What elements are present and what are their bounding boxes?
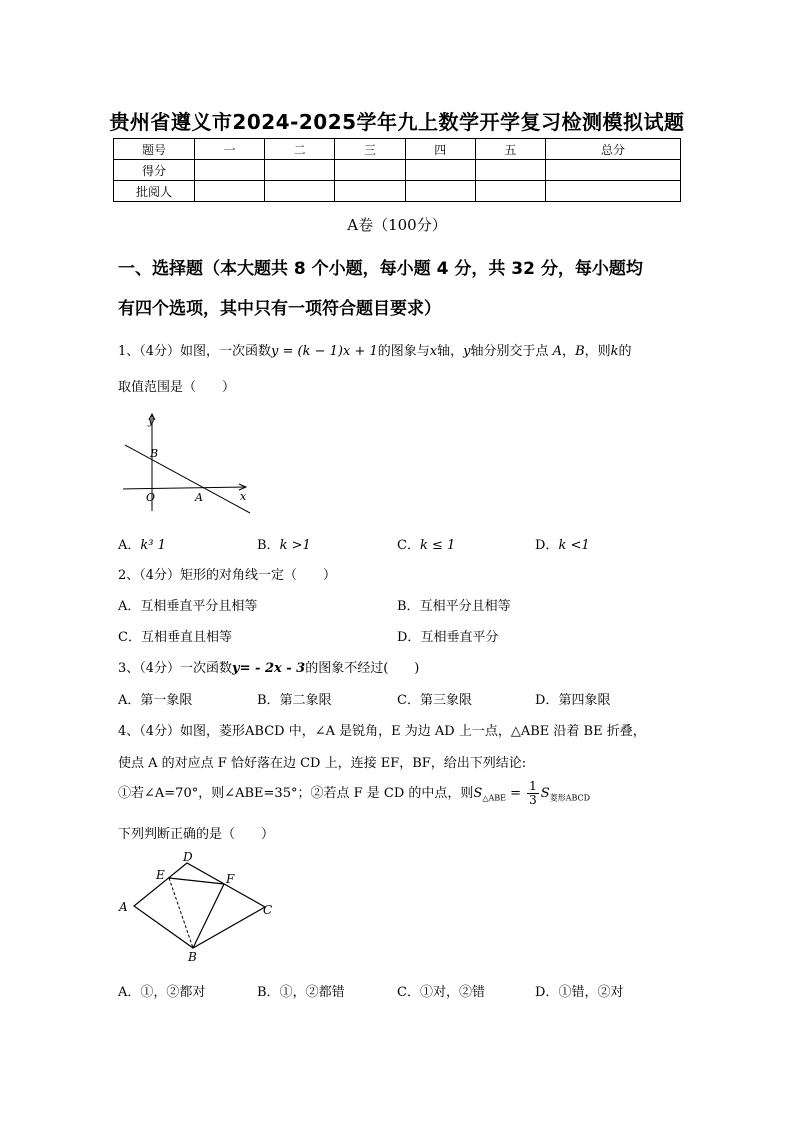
q2-stem: 2、（4分）矩形的对角线一定（ ） — [118, 568, 337, 583]
q4-option-d[interactable] — [535, 981, 623, 1000]
score-cell — [546, 181, 681, 202]
option-label: B． — [257, 985, 280, 1000]
score-header-cell: 二 — [265, 139, 335, 160]
q4-stem-line4: 下列判断正确的是（ ） — [118, 827, 275, 842]
q1-point-a: A — [552, 344, 563, 359]
part1-heading-line2: 有四个选项，其中只有一项符合题目要求） — [118, 299, 441, 319]
score-header-cell: 题号 — [114, 139, 195, 160]
q2-option-c[interactable] — [118, 626, 232, 645]
q1-graph-line — [125, 445, 250, 513]
score-cell — [335, 181, 405, 202]
score-cell — [195, 181, 265, 202]
q4-figure — [115, 848, 285, 968]
q4-label-b: B — [188, 950, 197, 964]
q4-stem-line1: 4、（4分）如图，菱形ABCD 中，∠A 是锐角，E 为边 AD 上一点，△ABE 沿着 BE 折叠， — [118, 724, 646, 739]
q1-x: x — [429, 344, 438, 359]
option-text: 第一象限 — [140, 693, 193, 708]
q1-option-a[interactable] — [118, 534, 166, 553]
option-label: A． — [118, 538, 141, 553]
score-table-header-row — [114, 139, 681, 160]
q1-point-b: B — [575, 344, 585, 359]
exam-title: 贵州省遵义市2024-2025学年九上数学开学复习检测模拟试题 — [109, 110, 685, 134]
q4-stem-line2: 使点 A 的对应点 F 恰好落在边 CD 上，连接 EF，BF，给出下列结论: — [118, 756, 527, 771]
option-label: C． — [397, 538, 420, 553]
option-label: C． — [118, 630, 141, 645]
option-label: C． — [397, 693, 420, 708]
option-label: B． — [257, 693, 280, 708]
option-text: 第三象限 — [419, 693, 472, 708]
q4-option-a[interactable] — [118, 981, 205, 1000]
q4-label-f: F — [226, 872, 235, 886]
grader-row — [114, 181, 681, 202]
q1-fig-label-y: y — [148, 414, 155, 427]
q4-option-c[interactable] — [397, 981, 485, 1000]
option-label: A． — [118, 693, 141, 708]
q2-option-a[interactable] — [118, 595, 257, 614]
q1-fig-label-x: x — [240, 490, 247, 503]
option-label: D． — [535, 693, 559, 708]
option-text: 互相平分且相等 — [419, 599, 511, 614]
option-text: k³ 1 — [140, 538, 166, 553]
q1-x-axis — [123, 487, 246, 489]
q4-label-d: D — [183, 850, 193, 864]
q4-fraction — [527, 780, 539, 807]
q1-y: y — [463, 344, 471, 359]
grader-row-label: 批阅人 — [114, 181, 195, 202]
score-cell — [546, 160, 681, 181]
q1-stem-tail: 的 — [618, 344, 632, 359]
q4-label-e: E — [156, 868, 165, 882]
q3-option-c[interactable] — [397, 689, 472, 708]
q3-option-a[interactable] — [118, 689, 192, 708]
part1-heading-line1: 一、选择题（本大题共 8 个小题，每小题 4 分，共 32 分，每小题均 — [118, 259, 643, 279]
q4-frac-den: 3 — [529, 793, 537, 807]
q1-stem-mid: 的图象与 — [377, 344, 430, 359]
option-label: D． — [535, 985, 559, 1000]
option-label: B． — [397, 599, 420, 614]
q4-segment-bf — [193, 884, 224, 948]
option-label: C． — [397, 985, 420, 1000]
q1-figure — [118, 405, 258, 520]
score-cell — [335, 160, 405, 181]
q1-option-d[interactable] — [535, 534, 590, 553]
q3-stem — [118, 657, 419, 676]
q3-option-d[interactable] — [535, 689, 610, 708]
option-label: B． — [257, 538, 280, 553]
score-row-label: 得分 — [114, 160, 195, 181]
q3-stem-prefix: 3、（4分）一次函数 — [118, 661, 233, 676]
option-label: D． — [397, 630, 421, 645]
q1-stem-suffix: 轴分别交于点 — [470, 344, 549, 359]
option-text: k >1 — [279, 538, 311, 553]
option-text: 第二象限 — [279, 693, 332, 708]
q4-label-a: A — [119, 900, 128, 914]
option-text: ①，②都错 — [279, 985, 345, 1000]
option-text: k <1 — [558, 538, 590, 553]
score-header-cell: 三 — [335, 139, 405, 160]
q4-area-s2: S — [540, 786, 550, 801]
q4-dashed-be — [169, 878, 193, 948]
q4-frac-num: 1 — [529, 779, 537, 793]
q1-option-c[interactable] — [397, 534, 455, 553]
option-text: 互相垂直平分 — [420, 630, 499, 645]
score-header-cell: 一 — [195, 139, 265, 160]
q1-comma: ， — [562, 344, 576, 359]
score-row — [114, 160, 681, 181]
score-header-cell: 五 — [475, 139, 545, 160]
option-text: 互相垂直且相等 — [140, 630, 232, 645]
score-cell — [475, 181, 545, 202]
score-header-cell: 四 — [405, 139, 475, 160]
q1-stem-line2: 取值范围是（ ） — [118, 380, 236, 395]
q1-formula: y = (k − 1)x + 1 — [271, 344, 378, 359]
section-a-heading: A卷（100分） — [347, 216, 447, 234]
score-cell — [265, 181, 335, 202]
q4-stem-line3 — [118, 778, 590, 815]
q2-option-d[interactable] — [397, 626, 498, 645]
option-text: 互相垂直平分且相等 — [140, 599, 258, 614]
q4-area-sub: △ABE — [482, 793, 506, 803]
score-cell — [265, 160, 335, 181]
q1-fig-label-o: O — [146, 491, 156, 504]
q1-axis-mid: 轴， — [437, 344, 464, 359]
score-table — [113, 138, 681, 202]
q3-formula: y= - 2x - 3 — [232, 661, 306, 676]
q3-option-b[interactable] — [257, 689, 332, 708]
q1-option-b[interactable] — [257, 534, 311, 553]
q4-area-sub2: 菱形ABCD — [549, 793, 591, 803]
option-text: 第四象限 — [558, 693, 611, 708]
option-text: ①对，②错 — [419, 985, 485, 1000]
q1-stem — [118, 340, 632, 359]
score-cell — [405, 160, 475, 181]
q4-conclusions: ①若∠A=70°，则∠ABE=35°；②若点 F 是 CD 的中点，则 — [118, 786, 474, 801]
q4-option-b[interactable] — [257, 981, 345, 1000]
q1-fig-label-b: B — [150, 447, 159, 460]
option-label: A． — [118, 985, 141, 1000]
q1-stem-prefix: 1、（4分）如图，一次函数 — [118, 344, 272, 359]
option-text: ①，②都对 — [140, 985, 206, 1000]
q4-area-s: S — [473, 786, 483, 801]
q2-option-b[interactable] — [397, 595, 511, 614]
score-header-cell: 总分 — [546, 139, 681, 160]
q1-stem-end: ，则 — [584, 344, 611, 359]
q4-equals: = — [505, 786, 526, 801]
option-text: k ≤ 1 — [419, 538, 456, 553]
q1-k: k — [610, 344, 619, 359]
score-cell — [405, 181, 475, 202]
q1-fig-label-a: A — [195, 491, 203, 504]
option-label: A． — [118, 599, 141, 614]
q4-label-c: C — [263, 903, 273, 917]
score-cell — [195, 160, 265, 181]
option-label: D． — [535, 538, 559, 553]
q3-stem-suffix: 的图象不经过( ) — [305, 661, 420, 676]
score-cell — [475, 160, 545, 181]
option-text: ①错，②对 — [558, 985, 624, 1000]
